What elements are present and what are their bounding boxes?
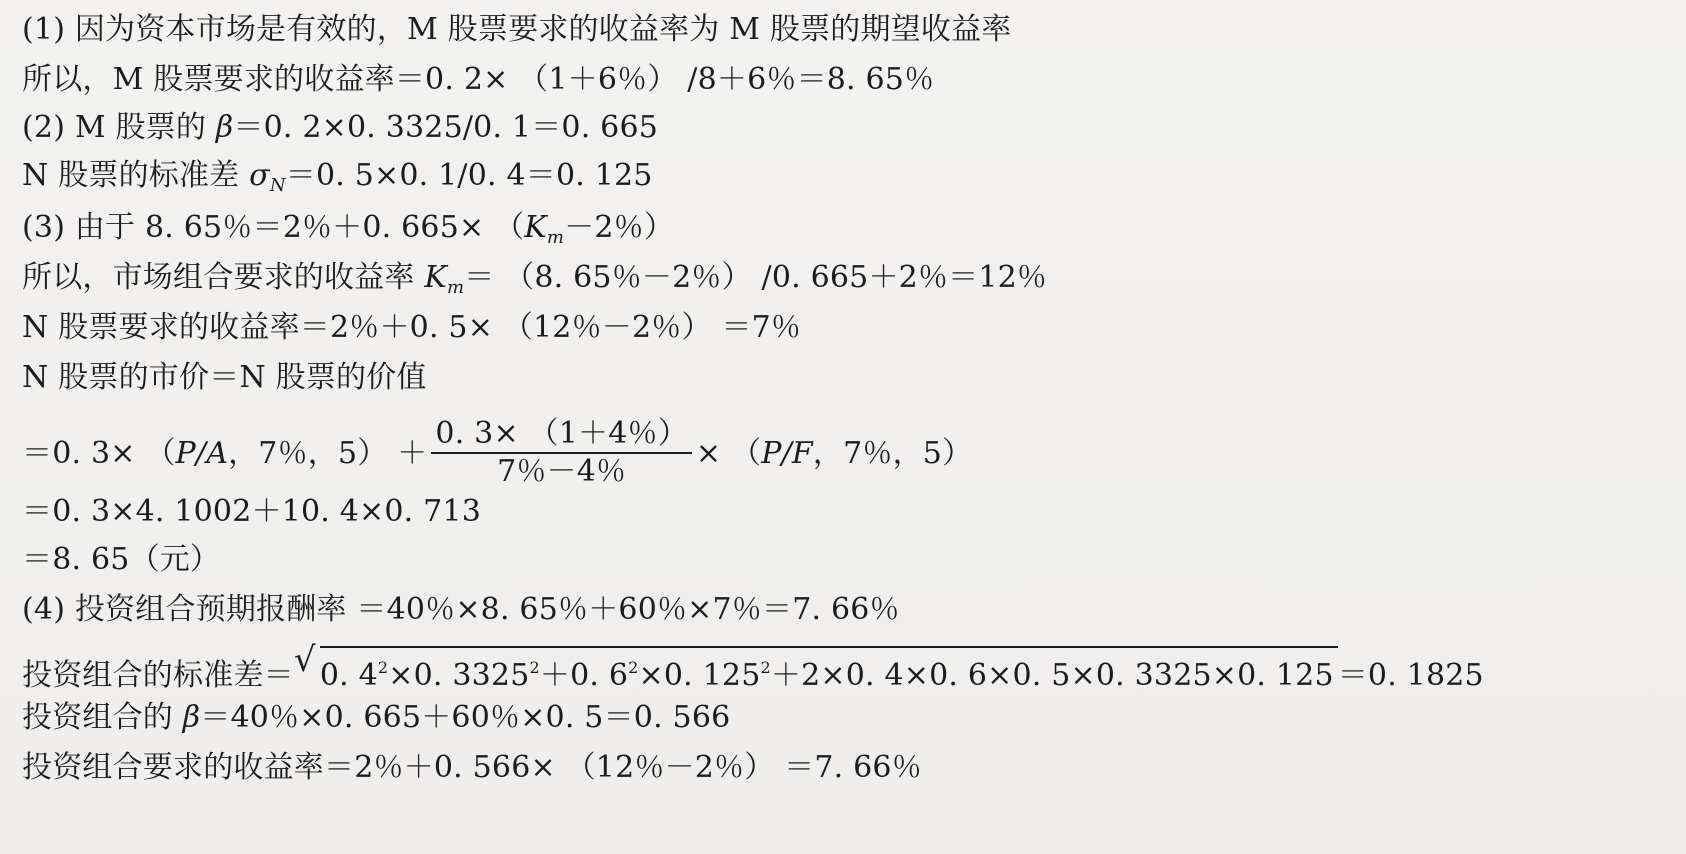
radicand	[320, 646, 1338, 694]
beta-symbol: β	[182, 700, 201, 735]
text: ＝0. 3×4. 1002＋10. 4×0. 713	[22, 494, 481, 529]
factor-pf: P/F	[761, 436, 813, 471]
answer-line-1	[22, 12, 1011, 48]
text: 投资组合的	[22, 700, 183, 735]
answer-line-7	[22, 310, 801, 346]
answer-line-12	[22, 592, 900, 628]
subscript: m	[446, 277, 465, 298]
subscript: N	[269, 175, 286, 196]
answer-line-2	[22, 62, 934, 98]
answer-line-3	[22, 110, 658, 146]
superscript: 2	[760, 658, 771, 677]
answer-line-11	[22, 542, 220, 578]
text: ＝0. 2×0. 3325/0. 1＝0. 665	[233, 110, 659, 145]
k-symbol: K	[424, 260, 447, 295]
radical-sign: √	[293, 640, 316, 680]
answer-line-5	[22, 210, 674, 256]
text: (1) 因为资本市场是有效的，M 股票要求的收益率为 M 股票的期望收益率	[22, 12, 1012, 47]
answer-line-15	[22, 750, 922, 786]
superscript: 2	[628, 658, 639, 677]
factor-pa: P/A	[175, 436, 229, 471]
text: ＝0. 5×0. 1/0. 4＝0. 125	[285, 158, 653, 193]
term: ＋2×0. 4×0. 6×0. 5×0. 3325×0. 125	[770, 658, 1334, 693]
text: ＝0. 3× （	[22, 436, 176, 471]
term: ×0. 125	[638, 658, 761, 693]
text: 所以，市场组合要求的收益率	[22, 260, 425, 295]
answer-line-9	[22, 416, 973, 490]
fraction	[431, 418, 692, 488]
text: (3) 由于 8. 65％＝2％＋0. 665× （	[22, 210, 525, 245]
answer-line-14	[22, 700, 730, 736]
text: N 股票的市价＝N 股票的价值	[22, 360, 427, 395]
square-root	[293, 640, 1338, 694]
k-symbol: K	[524, 210, 547, 245]
text: 投资组合的标准差＝	[22, 658, 294, 693]
answer-line-4	[22, 158, 653, 204]
text: × （	[695, 436, 762, 471]
text: 投资组合要求的收益率＝2％＋0. 566× （12％－2％） ＝7. 66％	[22, 750, 922, 785]
fraction-denominator: 7％－4％	[497, 454, 627, 489]
text: ＝ （8. 65％－2％） /0. 665＋2％＝12％	[464, 260, 1048, 295]
text: (4) 投资组合预期报酬率 ＝40％×8. 65％＋60％×7％＝7. 66％	[22, 592, 900, 627]
text: 所以，M 股票要求的收益率＝0. 2× （1＋6％） /8＋6％＝8. 65％	[22, 62, 935, 97]
term: 0. 4	[319, 658, 378, 693]
text: －2％）	[564, 210, 675, 245]
text: ＝0. 1825	[1337, 658, 1484, 693]
text: ＝40％×0. 665＋60％×0. 5＝0. 566	[200, 700, 731, 735]
answer-line-13	[22, 640, 1484, 694]
answer-line-10	[22, 494, 481, 530]
fraction-numerator: 0. 3× （1＋4％）	[431, 418, 692, 454]
term: ×0. 3325	[388, 658, 530, 693]
answer-line-6	[22, 260, 1047, 306]
superscript: 2	[377, 658, 389, 677]
text: N 股票要求的收益率＝2％＋0. 5× （12％－2％） ＝7％	[22, 310, 802, 345]
answer-line-8	[22, 360, 427, 396]
subscript: m	[546, 227, 565, 248]
text: ，7％，5）	[812, 436, 973, 471]
text: ，7％，5） ＋	[228, 436, 428, 471]
text: N 股票的标准差	[22, 158, 250, 193]
text: (2) M 股票的	[22, 110, 216, 145]
term: ＋0. 6	[539, 658, 629, 693]
beta-symbol: β	[215, 110, 234, 145]
text: ＝8. 65（元）	[22, 542, 221, 577]
superscript: 2	[529, 658, 540, 677]
sigma-symbol: σ	[249, 158, 270, 193]
